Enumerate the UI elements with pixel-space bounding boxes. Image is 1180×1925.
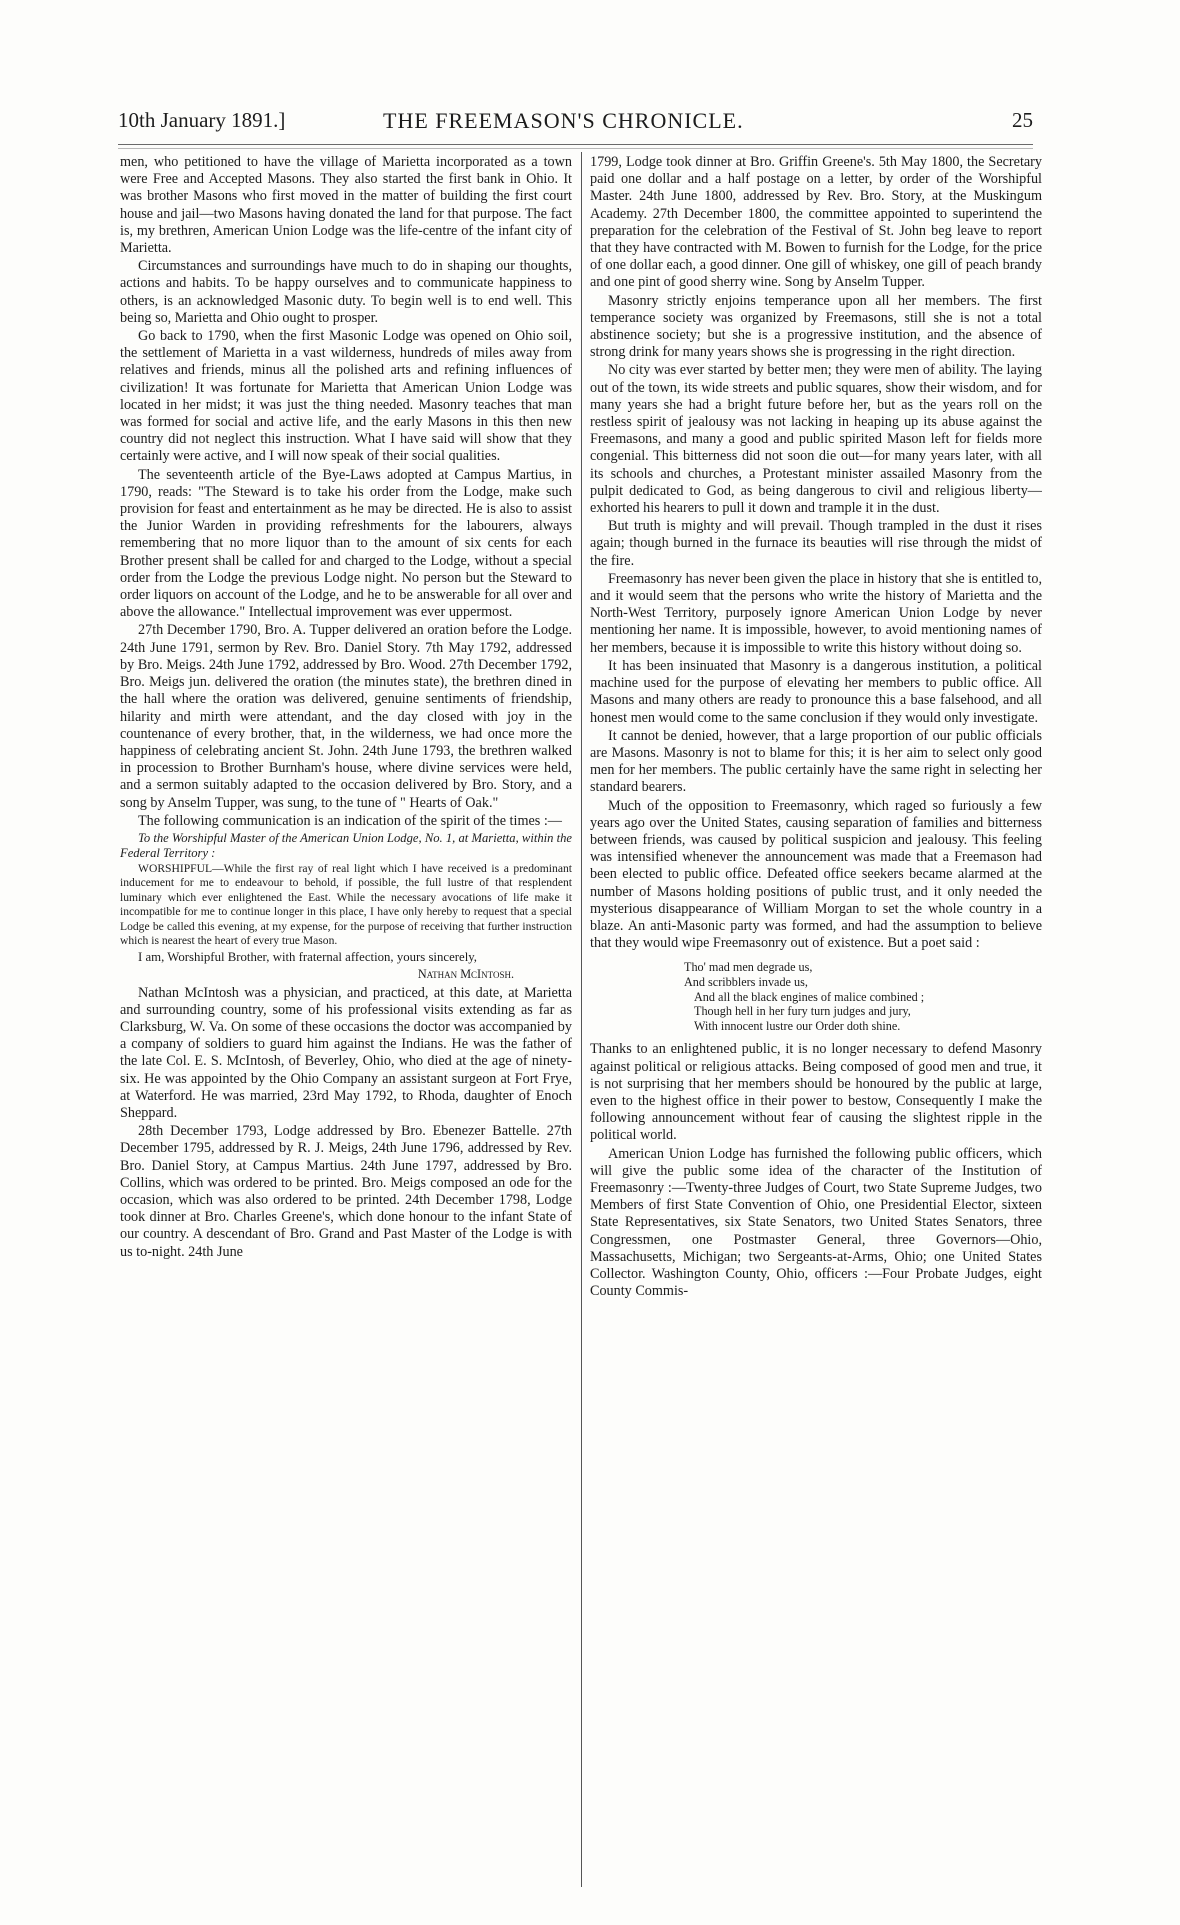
header-rule-secondary <box>118 148 1033 149</box>
paragraph: The following communication is an indication of the spirit of the times :— <box>138 812 562 829</box>
poem-line: And scribblers invade us, <box>684 974 808 989</box>
paragraph: Circumstances and surroundings have much to do in shaping our thoughts, actions and habits. To be happy ourselves and to communicate happiness to others, is an acknowledged Masonic duty. To begin well is to end well. This being so, Marietta and Ohio ought to prosper. <box>120 258 572 326</box>
letter-signature: Nathan McIntosh. <box>417 967 514 982</box>
poem-line: With innocent lustre our Order doth shine. <box>694 1018 901 1033</box>
paragraph: It cannot be denied, however, that a large proportion of our public officials are Masons. Masonry is not to blame for this; it is her aim to select only good men for her members. The public certainly have the same right in selecting her standard bearers. <box>590 727 1042 796</box>
poem <box>650 960 1042 1033</box>
letter-address: To the Worshipful Master of the American Union Lodge, No. 1, at Marietta, within the Federal Territory : <box>120 830 572 860</box>
poem-line: And all the black engines of malice combined ; <box>694 989 925 1004</box>
paragraph: 28th December 1793, Lodge addressed by Bro. Ebenezer Battelle. 27th December 1795, addressed by R. J. Meigs, 24th June 1796, addressed by Rev. Bro. Daniel Story, at Campus Martius. 24th June 1797, addressed by Bro. Collins, which was ordered to be printed. Bro. Meigs composed an ode for the occasion, which was also ordered to be printed. 24th December 1798, Lodge took dinner at Bro. Charles Greene's, which done honour to the infant State of our country. A descendant of Bro. Grand and Past Master of the Lodge is with us to-night. 24th June <box>120 1123 572 1260</box>
paragraph: Freemasonry has never been given the place in history that she is entitled to, and it would seem that the persons who write the history of Marietta and the North-West Territory, purposely ignore American Union Lodge by never mentioning her name. It is impossible, however, to avoid mentioning names of her members, because it is impossible to write this history without doing so. <box>590 570 1042 656</box>
letter-closing: I am, Worshipful Brother, with fraternal affection, yours sincerely, <box>138 950 478 965</box>
paragraph: 27th December 1790, Bro. A. Tupper delivered an oration before the Lodge. 24th June 1791, sermon by Rev. Bro. Daniel Story. 7th May 1792, addressed by Bro. Meigs. 24th June 1792, addressed by Bro. Wood. 27th December 1792, Bro. Meigs jun. delivered the oration (the minutes state), the brethren dined in the hall where the oration was delivered, genuine sentiments of friendship, hilarity and mirth were attendant, and the day closed with joy in the countenance of every brother, that, in the wilderness, we had once more the happiness of celebrating ancient St. John. 24th June 1793, the brethren walked in procession to Brother Burnham's house, where divine services were held, and a sermon suitably adapted to the occasion delivered by Bro. Story, and a song by Anselm Tupper, was sung, to the tune of " Hearts of Oak." <box>120 622 572 811</box>
column-divider <box>581 152 582 1887</box>
publication-title: THE FREEMASON'S CHRONICLE. <box>383 108 744 133</box>
letter-body: WORSHIPFUL—While the first ray of real light which I have received is a predominant inducement for me to endeavour to behold, if possible, the full lustre of that resplendent luminary which ever enlightened the East. While the necessary avocations of life make it incompatible for me to continue longer in this place, I have only hereby to request that a special Lodge be called this evening, at my expense, for the purpose of receiving that further instruction which is nearest the heart of every true Mason. <box>120 861 572 947</box>
paragraph: Thanks to an enlightened public, it is no longer necessary to defend Masonry against political or religious attacks. Being composed of good men and true, it is not surprising that her members should be honoured by the public at large, even to the highest office in their power to bestow, Consequently I make the following announcement without fear of causing the slightest ripple in the political world. <box>590 1041 1042 1144</box>
paragraph: 1799, Lodge took dinner at Bro. Griffin Greene's. 5th May 1800, the Secretary paid one dollar and a half postage on a letter, by order of the Worshipful Master. 24th June 1800, addressed by Rev. Bro. Story, at the Muskingum Academy. 27th December 1800, the committee appointed to superintend the preparation for the celebration of the Festival of St. John beg leave to report that they have contracted with M. Bowen to furnish for the Lodge, for the price of one dollar each, a good dinner. One gill of whiskey, one gill of peach brandy and one pint of good sherry wine. Song by Anselm Tupper. <box>590 154 1042 291</box>
paragraph: American Union Lodge has furnished the following public officers, which will give the public some idea of the character of the Institution of Freemasonry :—Twenty-three Judges of Court, two State Supreme Judges, two Members of first State Convention of Ohio, one Presidential Elector, sixteen State Representatives, six State Senators, two United States Senators, three Congressmen, one Postmaster General, three Governors—Ohio, Massachusetts, Michigan; two Sergeants-at-Arms, Ohio; one United States Collector. Washington County, Ohio, officers :—Four Probate Judges, eight County Commis- <box>590 1145 1042 1300</box>
page-number: 25 <box>1012 108 1033 132</box>
right-column <box>590 154 1042 1889</box>
paragraph: It has been insinuated that Masonry is a dangerous institution, a political machine used for the purpose of elevating her members to public office. All Masons and many others are ready to pronounce this a base falsehood, and all honest men would come to the same conclusion if they would only investigate. <box>590 657 1042 726</box>
poem-line: Though hell in her fury turn judges and jury, <box>694 1004 911 1019</box>
paragraph: Masonry strictly enjoins temperance upon all her members. The first temperance society was organized by Freemasons, still she is not a total abstinence society; but she is a progressive institution, and the absence of strong drink for many years shows she is progressing in the right direction. <box>590 292 1042 361</box>
header-rule <box>118 144 1033 145</box>
paragraph: Nathan McIntosh was a physician, and practiced, at this date, at Marietta and surrounding country, some of his professional visits extending as far as Clarksburg, W. Va. On some of these occasions the doctor was accompanied by a company of soldiers to guard him against the Indians. He was the father of the late Col. E. S. McIntosh, of Beverley, Ohio, who died at the age of ninety-six. He was appointed by the Ohio Company an assistant surgeon at Fort Frye, at Waterford. He was married, 23rd May 1792, to Rhoda, daughter of Enoch Sheppard. <box>120 984 572 1121</box>
paragraph: The seventeenth article of the Bye-Laws adopted at Campus Martius, in 1790, reads: "The Steward is to take his order from the Lodge, make such provision for feast and entertainment as he may be directed. He is also to assist the Junior Warden in providing refreshments for the labourers, always remembering that no more liquor than to the amount of six cents for each Brother present shall be called for and charged to the Lodge, without a special order from the Lodge the previous Lodge night. No person but the Steward to order liquors on account of the Lodge, and he to be answerable for all over and above the allowance." Intellectual improvement was ever uppermost. <box>120 466 572 621</box>
paragraph: Go back to 1790, when the first Masonic Lodge was opened on Ohio soil, the settlement of Marietta in a vast wilderness, hundreds of miles away from relatives and friends, minus all the polished arts and refining influences of civilization! It was fortunate for Marietta that American Union Lodge was located in her midst; it was just the thing needed. Masonry teaches that man was formed for social and active life, and the early Masons in this then new country did not neglect this instruction. What I have said will show that they certainly were active, and I will now speak of their social qualities. <box>120 328 572 465</box>
paragraph: Much of the opposition to Freemasonry, which raged so furiously a few years ago over the United States, causing separation of families and bitterness between friends, was caused by political suspicion and jealousy. This feeling was intensified whenever the announcement was made that a Freemason had been elected to public office. Defeated office seekers became alarmed at the number of Masons holding positions of public trust, and it only needed the mysterious disappearance of William Morgan to set the whole country in a blaze. An anti-Masonic party was formed, and had the assumption to believe that they would wipe Freemasonry out of existence. But a poet said : <box>590 797 1042 952</box>
left-column <box>120 154 572 1889</box>
paragraph: No city was ever started by better men; they were men of ability. The laying out of the town, its wide streets and public squares, show their wisdom, and for many years she had a bright future before her, but as the years roll on the restless spirit of jealousy was not lacking in heaping up its abuse against the Freemasons, and many a good and public spirited Mason left for fields more congenial. This bitterness did not soon die out—for many years later, with all its schools and churches, a Protestant minister assailed Masonry from the pulpit dedicated to God, as being dangerous to civil and religious liberty—exhorted his hearers to pull it down and trample it in the dust. <box>590 362 1042 517</box>
issue-date: 10th January 1891.] <box>118 108 286 132</box>
paragraph: men, who petitioned to have the village of Marietta incorporated as a town were Free and Accepted Masons. They also started the first bank in Ohio. It was brother Masons who first moved in the matter of building the first court house and jail—two Masons having donated the land for that purpose. The fact is, my brethren, American Union Lodge was the life-centre of the infant city of Marietta. <box>120 154 572 257</box>
paragraph: But truth is mighty and will prevail. Though trampled in the dust it rises again; though burned in the furnace its beauties will rise through the midst of the fire. <box>590 518 1042 569</box>
page-header <box>118 108 1033 142</box>
poem-line: Tho' mad men degrade us, <box>684 960 813 975</box>
